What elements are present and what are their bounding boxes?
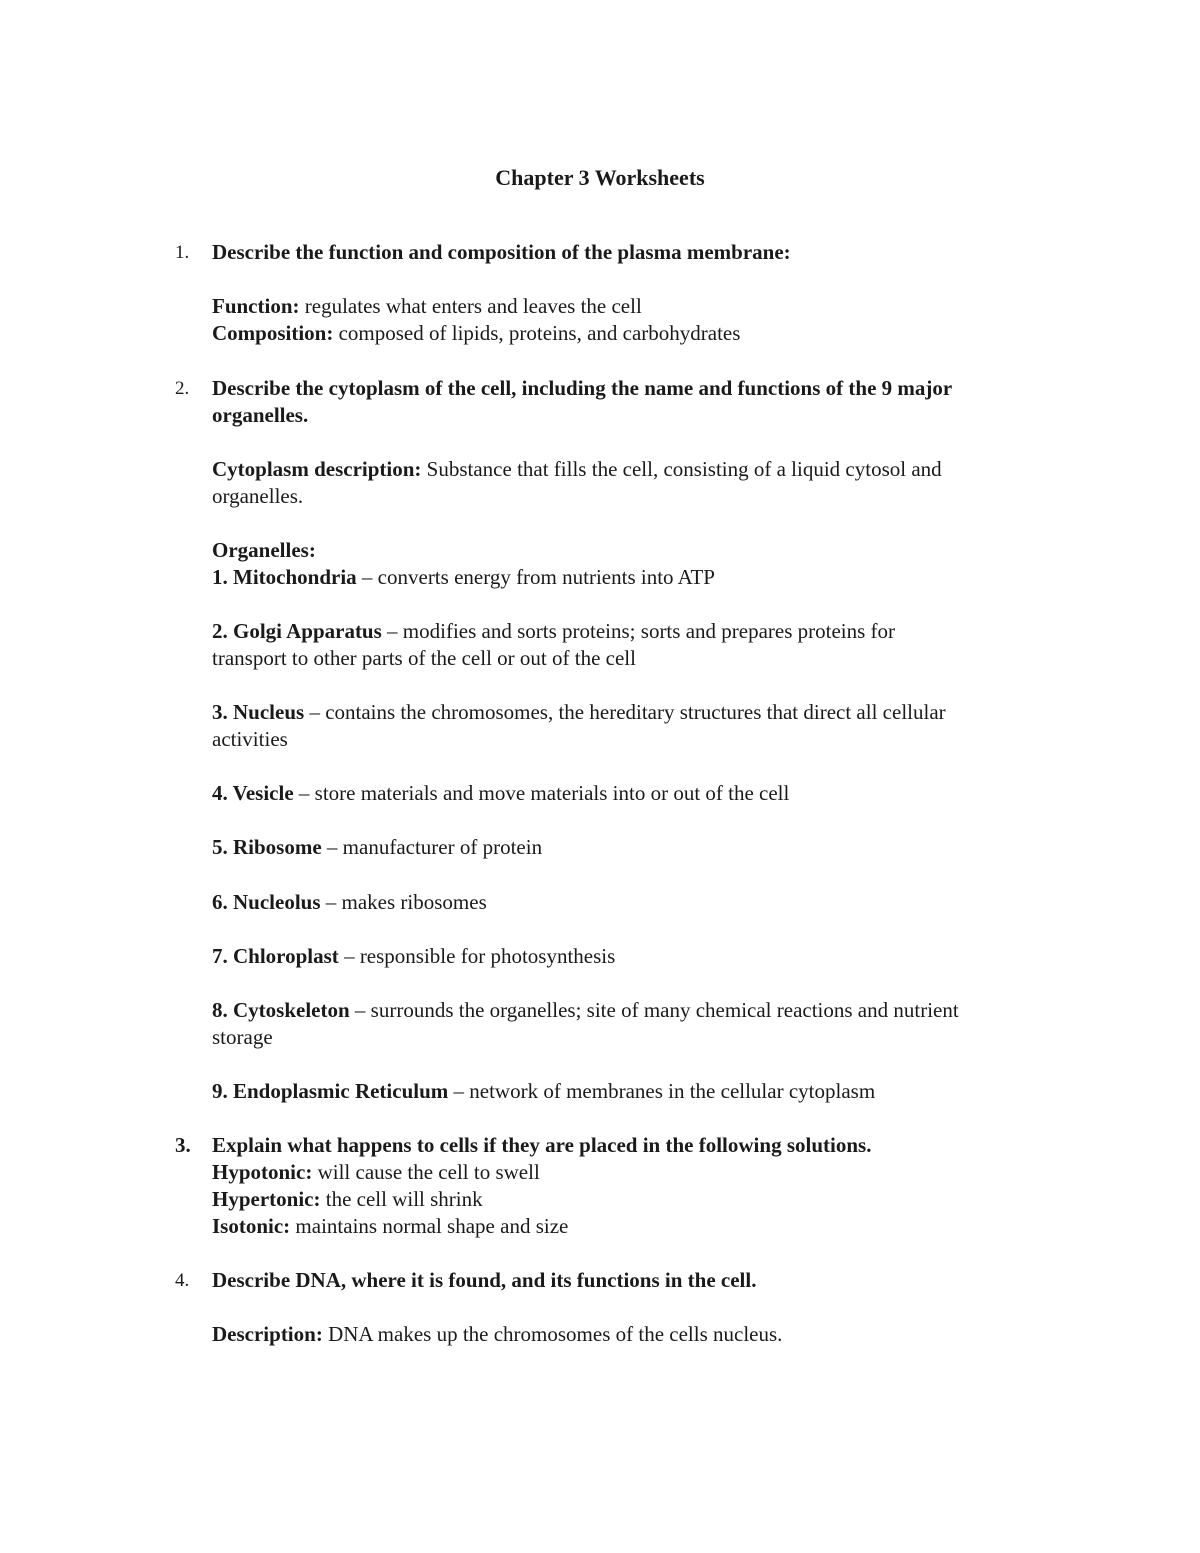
organelle-description: – surrounds the organelles; site of many chemical reactions and nutrient [349, 998, 959, 1022]
organelle-item-8-cont: storage [212, 1025, 273, 1049]
organelle-item-7 [212, 944, 615, 969]
organelle-description: – modifies and sorts proteins; sorts and prepares proteins for [381, 619, 896, 643]
organelle-name: 3. Nucleus [212, 700, 305, 724]
organelle-description: – manufacturer of protein [321, 835, 543, 859]
q3-hypotonic-line [212, 1160, 540, 1185]
q1-function-text: regulates what enters and leaves the cell [299, 294, 642, 318]
q1-composition-text: composed of lipids, proteins, and carbohydrates [333, 321, 741, 345]
organelle-item-5 [212, 835, 542, 860]
page-title: Chapter 3 Worksheets [495, 165, 705, 190]
organelle-description: – store materials and move materials into or out of the cell [293, 781, 790, 805]
organelle-name: 5. Ribosome [212, 835, 322, 859]
dna-description-text: DNA makes up the chromosomes of the cells nucleus. [322, 1322, 783, 1346]
q1-composition-line [212, 321, 740, 346]
isotonic-text: maintains normal shape and size [290, 1214, 569, 1238]
q1-function-line [212, 294, 642, 319]
organelle-item-4 [212, 781, 789, 806]
isotonic-label: Isotonic: [212, 1214, 291, 1238]
cytoplasm-label: Cytoplasm description: [212, 457, 422, 481]
organelle-name: 9. Endoplasmic Reticulum [212, 1079, 449, 1103]
organelle-name: 8. Cytoskeleton [212, 998, 350, 1022]
organelle-description: – converts energy from nutrients into ATP [356, 565, 715, 589]
organelle-description: – makes ribosomes [320, 890, 487, 914]
q4-description-line [212, 1322, 782, 1347]
organelle-item-6 [212, 890, 487, 915]
cytoplasm-text-1: Substance that fills the cell, consisting of a liquid cytosol and [421, 457, 942, 481]
q1-composition-label: Composition: [212, 321, 334, 345]
question-2-text-line1: Describe the cytoplasm of the cell, including the name and functions of the 9 major [212, 376, 953, 400]
organelle-name: 2. Golgi Apparatus [212, 619, 382, 643]
q3-hypertonic-line [212, 1187, 483, 1212]
question-1-text: Describe the function and composition of the plasma membrane: [212, 240, 791, 264]
dna-description-label: Description: [212, 1322, 323, 1346]
organelle-item-9 [212, 1079, 875, 1104]
organelle-description: – contains the chromosomes, the hereditary structures that direct all cellular [304, 700, 946, 724]
question-1-number: 1. [175, 242, 190, 263]
question-3-number: 3. [175, 1133, 191, 1157]
organelle-name: 7. Chloroplast [212, 944, 339, 968]
q1-function-label: Function: [212, 294, 300, 318]
organelles-heading: Organelles: [212, 538, 316, 562]
organelle-name: 4. Vesicle [212, 781, 294, 805]
cytoplasm-description-line2: organelles. [212, 484, 304, 508]
hypertonic-label: Hypertonic: [212, 1187, 321, 1211]
hypotonic-label: Hypotonic: [212, 1160, 313, 1184]
organelle-description: – network of membranes in the cellular cytoplasm [448, 1079, 876, 1103]
hypertonic-text: the cell will shrink [320, 1187, 483, 1211]
organelle-name: 1. Mitochondria [212, 565, 357, 589]
question-2-text-line2: organelles. [212, 403, 309, 427]
organelle-name: 6. Nucleolus [212, 890, 321, 914]
organelle-item-2-cont: transport to other parts of the cell or out of the cell [212, 646, 636, 670]
q3-isotonic-line [212, 1214, 568, 1239]
question-4-number: 4. [175, 1270, 190, 1291]
organelle-item-3-cont: activities [212, 727, 288, 751]
cytoplasm-description-line1 [212, 457, 942, 482]
organelle-item-2 [212, 619, 895, 644]
question-4-text: Describe DNA, where it is found, and its functions in the cell. [212, 1268, 757, 1292]
organelle-description: – responsible for photosynthesis [338, 944, 616, 968]
organelle-item-3 [212, 700, 946, 725]
organelle-item-8 [212, 998, 959, 1023]
organelle-item-1 [212, 565, 715, 590]
hypotonic-text: will cause the cell to swell [312, 1160, 540, 1184]
question-2-number: 2. [175, 378, 190, 399]
question-3-text: Explain what happens to cells if they are placed in the following solutions. [212, 1133, 872, 1157]
